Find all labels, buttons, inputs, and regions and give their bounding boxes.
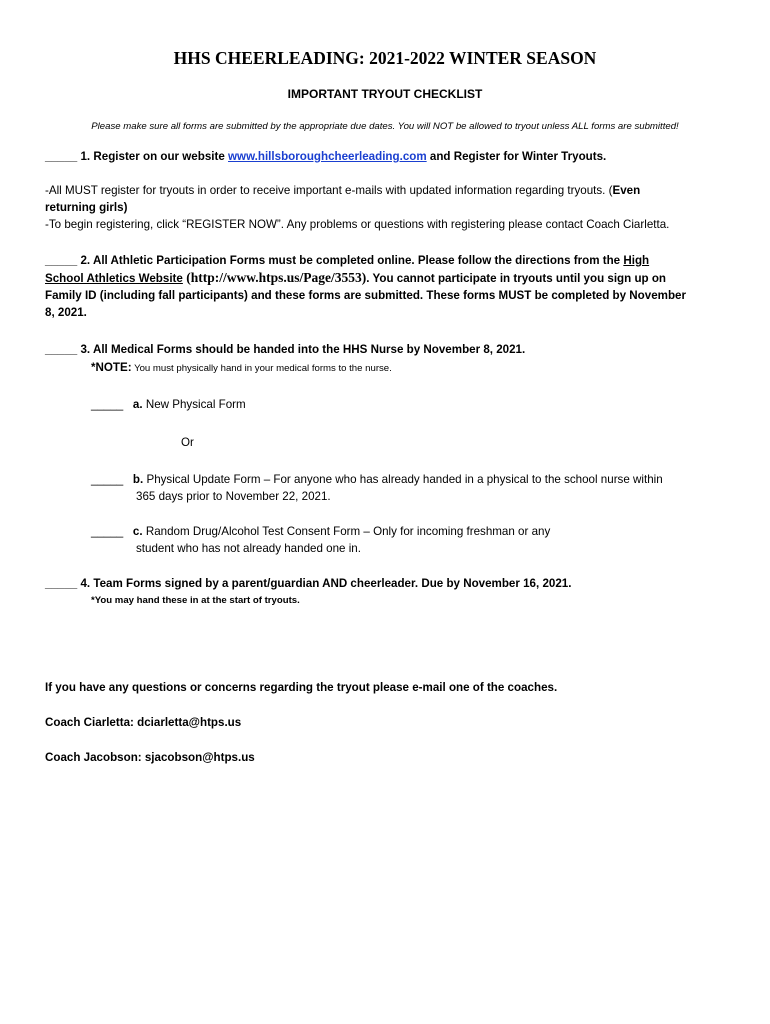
item1-line bbox=[45, 148, 606, 165]
item3-sub-c bbox=[91, 523, 550, 540]
item3-note-text: You must physically hand in your medical forms to the nurse. bbox=[131, 363, 392, 374]
item3b-text: Physical Update Form – For anyone who has already handed in a physical to the school nurse within bbox=[143, 473, 663, 486]
item4-text: 4. Team Forms signed by a parent/guardian AND cheerleader. Due by November 16, 2021. bbox=[80, 577, 572, 590]
coach-ciarletta-contact: Coach Ciarletta: dciarletta@htps.us bbox=[45, 716, 242, 729]
item2-line1-text: 2. All Athletic Participation Forms must be completed online. Please follow the directions from the bbox=[80, 254, 624, 267]
document-title: HHS CHEERLEADING: 2021-2022 WINTER SEASON bbox=[173, 48, 597, 68]
item3c-text: Random Drug/Alcohol Test Consent Form – Only for incoming freshman or any bbox=[142, 525, 551, 538]
item1-note1-bold: Even bbox=[612, 184, 641, 197]
athletics-url: (http://www.htps.us/Page/3553) bbox=[182, 270, 367, 285]
item4-note: *You may hand these in at the start of tryouts. bbox=[91, 595, 300, 606]
item2-line2-text: . You cannot participate in tryouts until you sign up on bbox=[366, 272, 666, 285]
item2-line4: 8, 2021. bbox=[45, 306, 87, 319]
item3-sub-b bbox=[91, 471, 663, 488]
item3c-blank: _____ bbox=[91, 525, 124, 538]
item2-line2 bbox=[45, 269, 666, 287]
item3b-label: b. bbox=[132, 473, 144, 486]
item2-line1 bbox=[45, 252, 649, 269]
item1-note1-text: -All MUST register for tryouts in order to receive important e-mails with updated information regarding tryouts. ( bbox=[45, 184, 613, 197]
submission-notice: Please make sure all forms are submitted by the appropriate due dates. You will NOT be allowed to tryout unless ALL forms are submitted! bbox=[91, 121, 679, 132]
item3c-cont: student who has not already handed one in. bbox=[136, 542, 361, 555]
questions-line: If you have any questions or concerns regarding the tryout please e-mail one of the coaches. bbox=[45, 681, 558, 694]
item1-note2: -To begin registering, click “REGISTER NOW”. Any problems or questions with registering please contact Coach Ciarletta. bbox=[45, 218, 670, 231]
athletics-link-part2[interactable]: School Athletics Website bbox=[45, 272, 183, 285]
item4-blank: _____ bbox=[45, 577, 78, 590]
item3-sub-a bbox=[91, 396, 246, 413]
item3-blank: _____ bbox=[45, 343, 78, 356]
item1-note1 bbox=[45, 182, 640, 199]
item1-blank: _____ bbox=[45, 150, 78, 163]
item3a-text: New Physical Form bbox=[142, 398, 246, 411]
item2-blank: _____ bbox=[45, 254, 78, 267]
item1-suffix: and Register for Winter Tryouts. bbox=[426, 150, 607, 163]
item3-note bbox=[91, 359, 392, 377]
item4-line bbox=[45, 575, 571, 592]
item3b-cont: 365 days prior to November 22, 2021. bbox=[136, 490, 331, 503]
item3-text: 3. All Medical Forms should be handed into the HHS Nurse by November 8, 2021. bbox=[80, 343, 526, 356]
coach-jacobson-contact: Coach Jacobson: sjacobson@htps.us bbox=[45, 751, 255, 764]
item3-line bbox=[45, 341, 525, 358]
item3c-label: c. bbox=[132, 525, 143, 538]
website-link[interactable]: www.hillsboroughcheerleading.com bbox=[228, 150, 427, 163]
document-subtitle: IMPORTANT TRYOUT CHECKLIST bbox=[287, 87, 483, 101]
item3a-label: a. bbox=[132, 398, 143, 411]
item3b-blank: _____ bbox=[91, 473, 124, 486]
item2-line3: Family ID (including fall participants) and these forms are submitted. These forms MUST be completed by November bbox=[45, 289, 687, 302]
item1-prefix: 1. Register on our website bbox=[80, 150, 229, 163]
item1-note1-cont: returning girls) bbox=[45, 201, 128, 214]
athletics-link-part1[interactable]: High bbox=[623, 254, 650, 267]
item3a-blank: _____ bbox=[91, 398, 124, 411]
item3-or: Or bbox=[181, 436, 194, 449]
item3-note-label: *NOTE: bbox=[91, 361, 132, 374]
